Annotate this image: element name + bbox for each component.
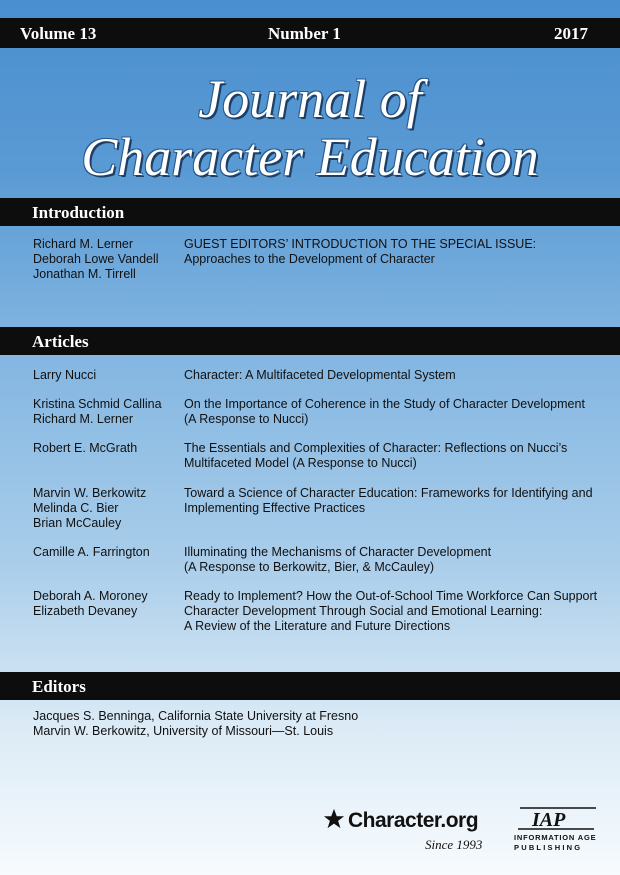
iap-line-1: INFORMATION AGE: [514, 833, 597, 842]
title-line: (A Response to Berkowitz, Bier, & McCauley): [184, 560, 435, 574]
title-line: (A Response to Nucci): [184, 412, 309, 426]
editor-name: Marvin W. Berkowitz, University of Missouri—St. Louis: [33, 724, 334, 738]
since-label: Since 1993: [425, 837, 483, 852]
author-name: Elizabeth Devaney: [33, 604, 138, 618]
title-line: Illuminating the Mechanisms of Character Development: [184, 545, 492, 559]
issue-number-label: Number 1: [268, 24, 341, 43]
editor-name: Jacques S. Benninga, California State University at Fresno: [33, 709, 359, 723]
introduction-title: [184, 237, 604, 267]
article-authors: [33, 368, 183, 383]
article-authors: [33, 545, 183, 560]
volume-label: Volume 13: [20, 24, 97, 43]
iap-mark-icon: [518, 805, 598, 831]
title-line: GUEST EDITORS’ INTRODUCTION TO THE SPECIAL ISSUE:: [184, 237, 537, 251]
journal-title-line-2: Character Education: [81, 127, 539, 187]
title-line: Approaches to the Development of Character: [184, 252, 435, 266]
title-line: Toward a Science of Character Education: Frameworks for Identifying and: [184, 486, 593, 500]
year-label: 2017: [554, 24, 588, 43]
author-name: Deborah A. Moroney: [33, 589, 148, 603]
article-authors: [33, 486, 183, 531]
title-line: A Review of the Literature and Future Directions: [184, 619, 451, 633]
title-line: Ready to Implement? How the Out-of-School Time Workforce Can Support: [184, 589, 598, 603]
author-name: Jonathan M. Tirrell: [33, 267, 136, 281]
author-name: Kristina Schmid Callina: [33, 397, 162, 411]
article-title: [184, 441, 604, 471]
title-line: On the Importance of Coherence in the Study of Character Development: [184, 397, 585, 411]
article-title: [184, 368, 604, 383]
title-line: Multifaceted Model (A Response to Nucci): [184, 456, 417, 470]
title-line: The Essentials and Complexities of Character: Reflections on Nucci’s: [184, 441, 568, 455]
article-authors: [33, 589, 183, 619]
introduction-heading: Introduction: [32, 203, 125, 222]
character-org-logo: [323, 806, 493, 856]
article-title: [184, 486, 604, 516]
journal-title-line-1: Journal of: [198, 69, 422, 129]
star-icon: [323, 808, 345, 830]
article-title: [184, 545, 604, 575]
editors-heading: Editors: [32, 677, 86, 696]
editors-section-header: [0, 672, 620, 700]
article-authors: [33, 441, 183, 456]
article-authors: [33, 397, 183, 427]
article-title: [184, 397, 604, 427]
author-name: Robert E. McGrath: [33, 441, 138, 455]
author-name: Melinda C. Bier: [33, 501, 119, 515]
articles-heading: Articles: [32, 332, 89, 351]
character-org-name: Character.org: [348, 809, 479, 832]
author-name: Larry Nucci: [33, 368, 97, 382]
author-name: Deborah Lowe Vandell: [33, 252, 159, 266]
title-line: Character Development Through Social and Emotional Learning:: [184, 604, 543, 618]
iap-mark-text: IAP: [532, 809, 566, 831]
introduction-authors: [33, 237, 183, 282]
author-name: Richard M. Lerner: [33, 237, 134, 251]
author-name: Marvin W. Berkowitz: [33, 486, 147, 500]
author-name: Camille A. Farrington: [33, 545, 150, 559]
article-title: [184, 589, 604, 634]
author-name: Brian McCauley: [33, 516, 122, 530]
author-name: Richard M. Lerner: [33, 412, 134, 426]
title-line: Character: A Multifaceted Developmental System: [184, 368, 456, 382]
iap-line-2: PUBLISHING: [514, 843, 583, 852]
issue-info-bar: [0, 18, 620, 48]
iap-logo: [514, 805, 604, 855]
articles-section-header: [0, 327, 620, 355]
introduction-section-header: [0, 198, 620, 226]
title-line: Implementing Effective Practices: [184, 501, 366, 515]
